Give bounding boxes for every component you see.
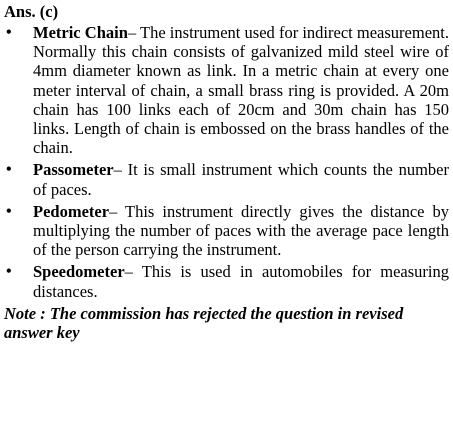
item-text: – This is used in automobiles for measuring distances. xyxy=(33,262,449,301)
answer-label: Ans. (c) xyxy=(4,2,59,21)
list-item-passometer xyxy=(4,160,449,198)
list-item-speedometer xyxy=(4,262,449,300)
bullet-icon: • xyxy=(6,161,12,179)
note-text: Note : The commission has rejected the question in revised answer key xyxy=(4,303,404,343)
item-term: Passometer xyxy=(33,160,114,180)
item-term: Pedometer xyxy=(33,201,110,221)
bullet-icon: • xyxy=(6,202,12,220)
item-term: Speedometer xyxy=(33,262,125,282)
item-text: – It is small instrument which counts the number of paces. xyxy=(33,160,449,199)
item-text: – This instrument directly gives the distance by multiplying the number of paces with the average pace length of the person carrying the instrument. xyxy=(33,201,449,260)
list-item-pedometer xyxy=(4,202,449,260)
bullet-icon: • xyxy=(6,263,12,281)
bullet-icon: • xyxy=(6,24,12,41)
item-term: Metric Chain xyxy=(33,23,128,42)
list-item-metric-chain xyxy=(4,23,449,157)
instrument-list xyxy=(4,23,449,301)
item-text: – The instrument used for indirect measurement. Normally this chain consists of galvanized mild steel wire of 4mm diameter known as link. In a metric chain at every one meter interval of chain, a small brass ring is provided. A 20m chain has 100 links each of 20cm and 30m chain has 150 links. Length of chain is embossed on the brass handles of the chain. xyxy=(33,23,449,158)
